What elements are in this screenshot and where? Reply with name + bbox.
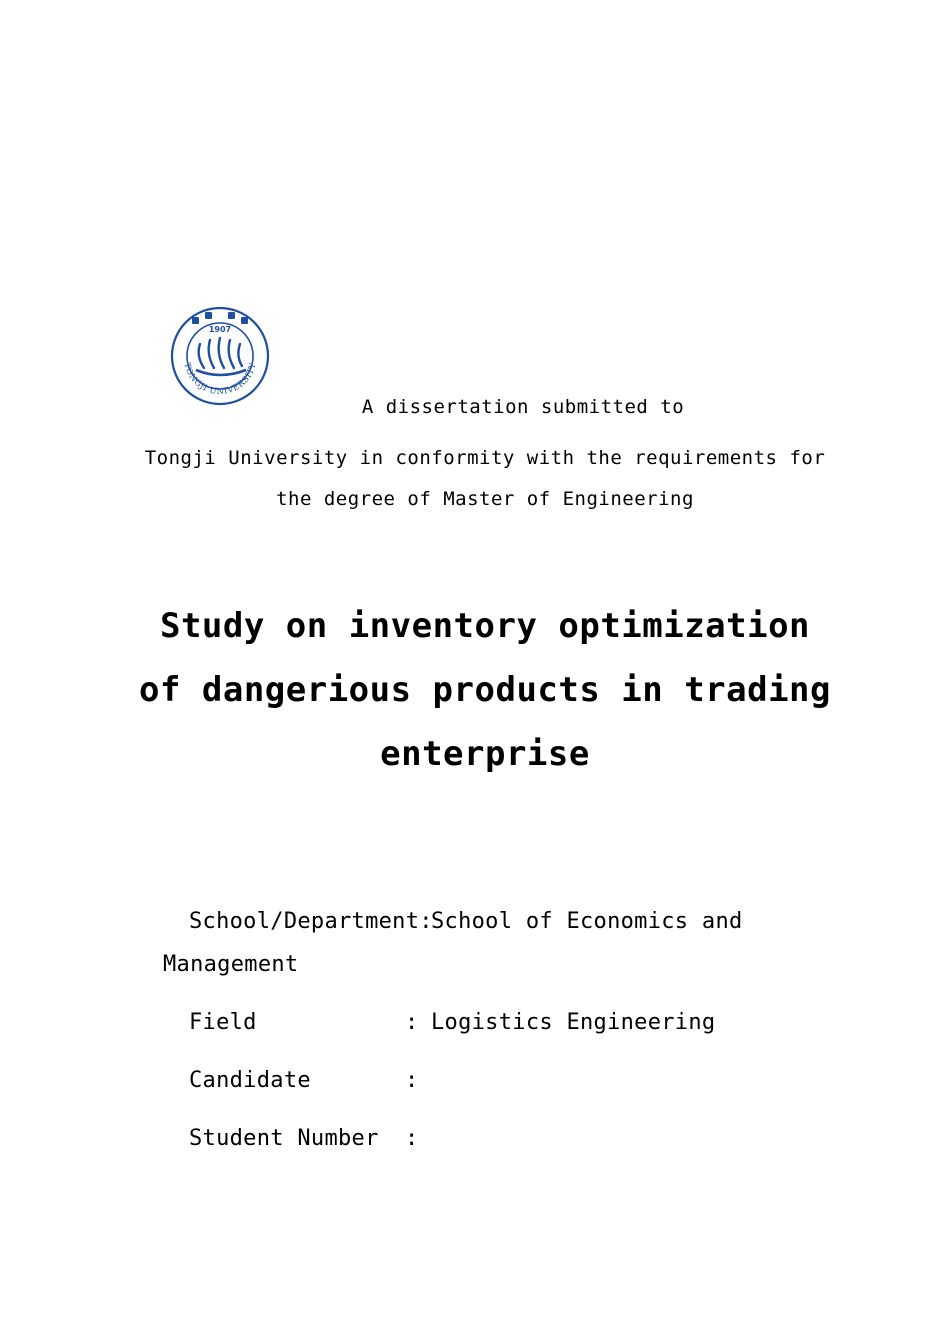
thesis-title-line-2: of dangerious products in trading	[138, 670, 831, 710]
field-label: Field	[189, 1010, 257, 1035]
field-value: Logistics Engineering	[431, 1010, 716, 1035]
field-colon: :	[405, 1010, 419, 1035]
seal-year: 1907	[208, 325, 232, 334]
conformity-statement: Tongji University in conformity with the requirements for	[144, 447, 826, 469]
thesis-title-line-1: Study on inventory optimization	[159, 606, 811, 646]
student-number-colon: :	[405, 1126, 419, 1151]
degree-statement: the degree of Master of Engineering	[276, 488, 694, 510]
svg-text:TONGJI UNIVERSITY	[181, 362, 258, 397]
school-value-continued: Management	[163, 952, 299, 977]
school-value: School of Economics and	[431, 909, 743, 934]
school-label: School/Department:	[189, 909, 433, 934]
student-number-label: Student Number	[189, 1126, 379, 1151]
candidate-colon: :	[405, 1068, 419, 1093]
seal-text: TONGJI UNIVERSITY	[181, 361, 259, 398]
thesis-title-line-3: enterprise	[380, 734, 590, 774]
submission-statement: A dissertation submitted to	[361, 396, 685, 418]
university-seal	[170, 306, 270, 406]
candidate-label: Candidate	[189, 1068, 311, 1093]
